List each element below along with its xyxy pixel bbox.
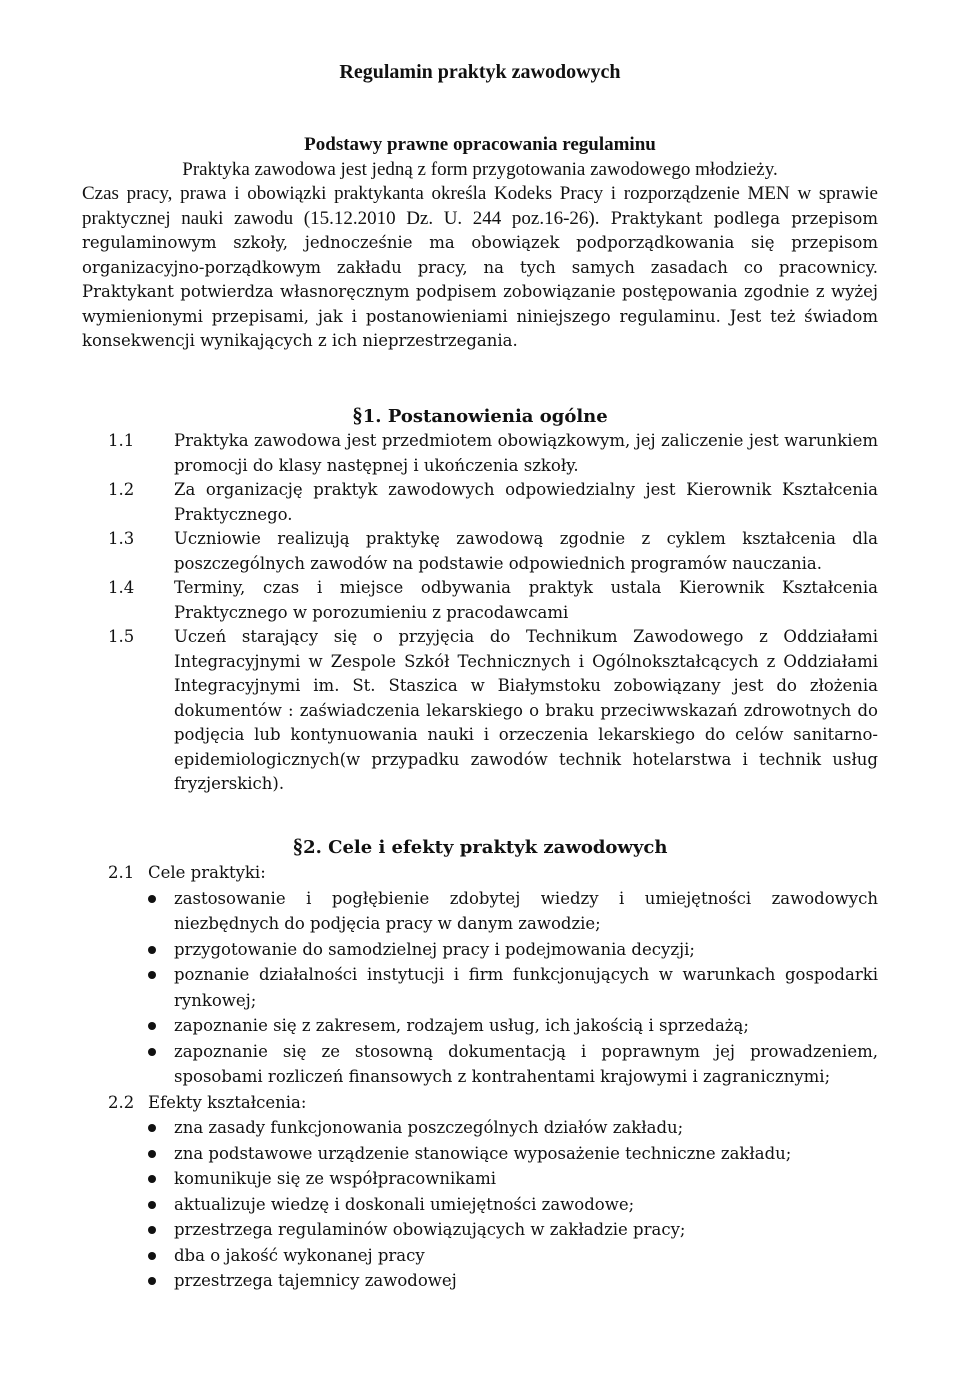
list-item	[108, 429, 878, 478]
item-number: 2.2	[108, 1092, 135, 1112]
bullet-icon	[108, 1243, 174, 1269]
list-item	[108, 1268, 878, 1294]
item-text: dba o jakość wykonanej pracy	[174, 1245, 425, 1265]
section-1-list	[108, 429, 878, 797]
item-text: komunikuje się ze współpracownikami	[174, 1169, 496, 1188]
list-item	[108, 1166, 878, 1192]
section-2-heading	[0, 834, 960, 860]
effects-bullet-list	[108, 1115, 878, 1294]
bullet-icon	[108, 1039, 174, 1065]
section-symbol: §	[292, 834, 304, 858]
list-item	[108, 1039, 878, 1090]
goals-label: Cele praktyki:	[148, 863, 266, 882]
bullet-icon	[108, 937, 174, 963]
legal-basis-block	[82, 133, 878, 354]
list-item	[108, 527, 878, 576]
item-text: aktualizuje wiedzę i doskonali umiejętności zawodowe;	[174, 1194, 635, 1214]
item-text: zastosowanie i pogłębienie zdobytej wiedzy i umiejętności zawodowych niezbędnych do podjęcia pracy w danym zawodzie;	[174, 888, 878, 933]
list-item	[108, 1013, 878, 1039]
bullet-icon	[108, 1141, 174, 1167]
bullet-icon	[108, 962, 174, 988]
item-number: 2.1	[108, 863, 135, 882]
list-item	[108, 1243, 878, 1269]
legal-basis-sentence-2: Czas pracy, prawa i obowiązki praktykanta określa Kodeks Pracy i rozporządzenie MEN w sprawie praktycznej nauki zawodu (15.12.2010 Dz. U. 244 poz.16-26).	[82, 183, 878, 229]
effects-label-row	[108, 1090, 878, 1116]
item-text: zapoznanie się ze stosowną dokumentacją i poprawnym jej prowadzeniem, sposobami rozliczeń finansowych z kontrahentami krajowymi i zagranicznymi;	[174, 1041, 878, 1086]
item-text: poznanie działalności instytucji i firm funkcjonujących w warunkach gospodarki rynkowej;	[174, 965, 878, 1010]
section-2-title: 2. Cele i efekty praktyk zawodowych	[303, 837, 668, 858]
item-text: przestrzega tajemnicy zawodowej	[174, 1271, 457, 1290]
list-item	[108, 478, 878, 527]
legal-basis-sentence-3: Praktykant podlega przepisom regulaminowym szkoły, jednocześnie ma obowiązek podporządkowania się przepisom organizacyjno-porządkowym zakładu pracy, na tych samych zasadach co pracownicy. Praktykant potwierdza własnoręcznym podpisem zobowiązanie postępowania zgodnie z wyżej wymienionymi przepisami, jak i postanowieniami niniejszego regulaminu. Jest też świadom konsekwencji wynikających z ich nieprzestrzegania.	[82, 208, 878, 350]
item-text: przestrzega regulaminów obowiązujących w zakładzie pracy;	[174, 1220, 686, 1239]
item-text: zna zasady funkcjonowania poszczególnych działów zakładu;	[174, 1118, 684, 1137]
bullet-icon	[108, 1217, 174, 1243]
list-item	[108, 937, 878, 963]
goals-bullet-list	[108, 886, 878, 1090]
item-text: Uczeń starający się o przyjęcia do Technikum Zawodowego z Oddziałami Integracyjnymi w Zespole Szkół Technicznych i Ogólnokształcących z Oddziałami Integracyjnymi im. St. Staszica w Białymstoku zobowiązany jest do złożenia dokumentów : zaświadczenia lekarskiego o braku przeciwwskazań zdrowotnych do podjęcia lub kontynuowania nauki i orzeczenia lekarskiego do celów sanitarno-epidemiologicznych(w przypadku zawodów technik hotelarstwa i technik usług fryzjerskich).	[174, 627, 878, 793]
bullet-icon	[108, 1268, 174, 1294]
item-text: Terminy, czas i miejsce odbywania praktyk ustala Kierownik Kształcenia Praktycznego w porozumieniu z pracodawcami	[174, 578, 878, 622]
list-item	[108, 576, 878, 625]
item-number: 1.3	[108, 529, 135, 548]
item-number: 1.2	[108, 480, 135, 499]
list-item	[108, 1217, 878, 1243]
document-title: Regulamin praktyk zawodowych	[339, 61, 621, 83]
section-symbol: §	[352, 403, 363, 427]
bullet-icon	[108, 886, 174, 912]
list-item	[108, 625, 878, 797]
legal-basis-sentence-1: Praktyka zawodowa jest jedną z form przygotowania zawodowego młodzieży.	[182, 158, 778, 180]
section-1-title: 1. Postanowienia ogólne	[362, 406, 608, 427]
section-1-heading	[0, 403, 960, 429]
bullet-icon	[108, 1013, 174, 1039]
item-text: zapoznanie się z zakresem, rodzajem usług, ich jakością i sprzedażą;	[174, 1016, 749, 1035]
item-text: zna podstawowe urządzenie stanowiące wyposażenie techniczne zakładu;	[174, 1143, 792, 1163]
item-number: 1.1	[108, 431, 135, 450]
section-2-goals	[108, 860, 878, 1294]
bullet-icon	[108, 1115, 174, 1141]
list-item	[108, 1141, 878, 1167]
list-item	[108, 1115, 878, 1141]
item-text: Uczniowie realizują praktykę zawodową zgodnie z cyklem kształcenia dla poszczególnych zawodów na podstawie odpowiednich programów nauczania.	[174, 529, 878, 573]
item-number: 1.5	[108, 627, 135, 646]
item-number: 1.4	[108, 578, 135, 597]
goals-label-row	[108, 860, 878, 886]
bullet-icon	[108, 1166, 174, 1192]
effects-label: Efekty kształcenia:	[148, 1092, 307, 1112]
item-text: Za organizację praktyk zawodowych odpowiedzialny jest Kierownik Kształcenia Praktycznego.	[174, 480, 878, 524]
legal-basis-paragraph	[82, 182, 878, 354]
list-item	[108, 886, 878, 937]
list-item	[108, 1192, 878, 1218]
legal-basis-heading: Podstawy prawne opracowania regulaminu	[304, 134, 656, 155]
bullet-icon	[108, 1192, 174, 1218]
item-text: Praktyka zawodowa jest przedmiotem obowiązkowym, jej zaliczenie jest warunkiem promocji do klasy następnej i ukończenia szkoły.	[174, 431, 878, 475]
list-item	[108, 962, 878, 1013]
item-text: przygotowanie do samodzielnej pracy i podejmowania decyzji;	[174, 939, 695, 959]
